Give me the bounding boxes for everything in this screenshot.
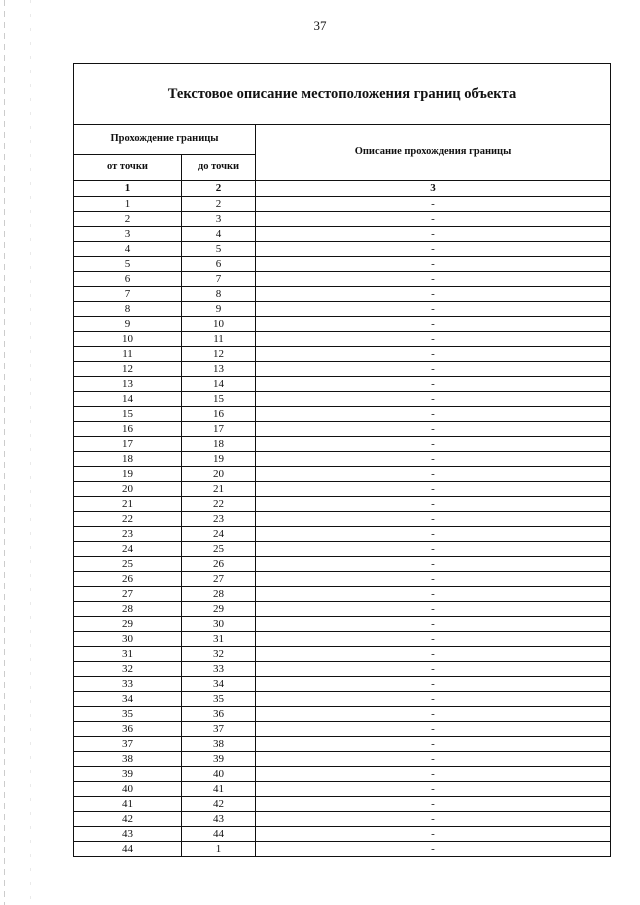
description-cell: - [256, 497, 611, 512]
scan-edge-artifact [4, 0, 5, 905]
description-cell: - [256, 542, 611, 557]
table-row [74, 557, 611, 572]
to-point-cell: 2 [182, 197, 256, 212]
to-point-cell: 21 [182, 482, 256, 497]
from-point-cell: 34 [74, 692, 182, 707]
to-point-cell: 37 [182, 722, 256, 737]
from-point-cell: 36 [74, 722, 182, 737]
to-point-cell: 5 [182, 242, 256, 257]
table-row [74, 212, 611, 227]
description-cell: - [256, 272, 611, 287]
from-point-cell: 19 [74, 467, 182, 482]
to-point-cell: 24 [182, 527, 256, 542]
table-row [74, 767, 611, 782]
from-point-cell: 16 [74, 422, 182, 437]
table-row [74, 752, 611, 767]
table-row [74, 677, 611, 692]
table-row [74, 362, 611, 377]
header-boundary-passage: Прохождение границы [74, 125, 256, 155]
description-cell: - [256, 842, 611, 857]
description-cell: - [256, 662, 611, 677]
description-cell: - [256, 572, 611, 587]
to-point-cell: 20 [182, 467, 256, 482]
table-row [74, 347, 611, 362]
to-point-cell: 35 [182, 692, 256, 707]
from-point-cell: 7 [74, 287, 182, 302]
from-point-cell: 3 [74, 227, 182, 242]
to-point-cell: 7 [182, 272, 256, 287]
from-point-cell: 1 [74, 197, 182, 212]
to-point-cell: 38 [182, 737, 256, 752]
from-point-cell: 32 [74, 662, 182, 677]
to-point-cell: 25 [182, 542, 256, 557]
table-row [74, 197, 611, 212]
to-point-cell: 4 [182, 227, 256, 242]
to-point-cell: 33 [182, 662, 256, 677]
from-point-cell: 28 [74, 602, 182, 617]
description-cell: - [256, 317, 611, 332]
from-point-cell: 22 [74, 512, 182, 527]
table-row [74, 437, 611, 452]
table-row [74, 302, 611, 317]
table-row [74, 392, 611, 407]
description-cell: - [256, 647, 611, 662]
from-point-cell: 31 [74, 647, 182, 662]
description-cell: - [256, 332, 611, 347]
from-point-cell: 43 [74, 827, 182, 842]
description-cell: - [256, 707, 611, 722]
table-row [74, 272, 611, 287]
to-point-cell: 18 [182, 437, 256, 452]
from-point-cell: 14 [74, 392, 182, 407]
description-cell: - [256, 617, 611, 632]
from-point-cell: 38 [74, 752, 182, 767]
to-point-cell: 17 [182, 422, 256, 437]
table-row [74, 527, 611, 542]
to-point-cell: 19 [182, 452, 256, 467]
from-point-cell: 23 [74, 527, 182, 542]
header-from-point: от точки [74, 155, 182, 181]
from-point-cell: 10 [74, 332, 182, 347]
description-cell: - [256, 482, 611, 497]
description-cell: - [256, 467, 611, 482]
table-row [74, 482, 611, 497]
description-cell: - [256, 722, 611, 737]
table-row [74, 542, 611, 557]
from-point-cell: 17 [74, 437, 182, 452]
table-row [74, 317, 611, 332]
description-cell: - [256, 752, 611, 767]
description-cell: - [256, 452, 611, 467]
from-point-cell: 27 [74, 587, 182, 602]
from-point-cell: 39 [74, 767, 182, 782]
from-point-cell: 37 [74, 737, 182, 752]
table-row [74, 707, 611, 722]
table-title: Текстовое описание местоположения границ объекта [74, 64, 611, 125]
from-point-cell: 4 [74, 242, 182, 257]
table-row [74, 632, 611, 647]
description-cell: - [256, 602, 611, 617]
column-number-row [74, 181, 611, 197]
from-point-cell: 15 [74, 407, 182, 422]
to-point-cell: 27 [182, 572, 256, 587]
from-point-cell: 33 [74, 677, 182, 692]
to-point-cell: 44 [182, 827, 256, 842]
from-point-cell: 30 [74, 632, 182, 647]
description-cell: - [256, 437, 611, 452]
boundary-description-table [73, 63, 611, 857]
page-number: 37 [313, 18, 327, 33]
table-row [74, 452, 611, 467]
description-cell: - [256, 362, 611, 377]
to-point-cell: 12 [182, 347, 256, 362]
table-row [74, 662, 611, 677]
description-cell: - [256, 632, 611, 647]
table-row [74, 227, 611, 242]
description-cell: - [256, 557, 611, 572]
to-point-cell: 31 [182, 632, 256, 647]
description-cell: - [256, 767, 611, 782]
from-point-cell: 5 [74, 257, 182, 272]
table-row [74, 377, 611, 392]
description-cell: - [256, 257, 611, 272]
to-point-cell: 8 [182, 287, 256, 302]
description-cell: - [256, 242, 611, 257]
description-cell: - [256, 692, 611, 707]
from-point-cell: 9 [74, 317, 182, 332]
description-cell: - [256, 812, 611, 827]
table-row [74, 692, 611, 707]
table-row [74, 617, 611, 632]
to-point-cell: 43 [182, 812, 256, 827]
table-row [74, 422, 611, 437]
to-point-cell: 40 [182, 767, 256, 782]
to-point-cell: 34 [182, 677, 256, 692]
to-point-cell: 16 [182, 407, 256, 422]
to-point-cell: 28 [182, 587, 256, 602]
from-point-cell: 26 [74, 572, 182, 587]
to-point-cell: 13 [182, 362, 256, 377]
to-point-cell: 11 [182, 332, 256, 347]
table-row [74, 257, 611, 272]
to-point-cell: 9 [182, 302, 256, 317]
to-point-cell: 15 [182, 392, 256, 407]
description-cell: - [256, 347, 611, 362]
to-point-cell: 22 [182, 497, 256, 512]
description-cell: - [256, 392, 611, 407]
table-row [74, 827, 611, 842]
table-row [74, 572, 611, 587]
from-point-cell: 40 [74, 782, 182, 797]
table-row [74, 737, 611, 752]
from-point-cell: 20 [74, 482, 182, 497]
description-cell: - [256, 797, 611, 812]
column-number: 3 [256, 181, 611, 197]
to-point-cell: 6 [182, 257, 256, 272]
description-cell: - [256, 527, 611, 542]
table-row [74, 332, 611, 347]
from-point-cell: 41 [74, 797, 182, 812]
description-cell: - [256, 827, 611, 842]
to-point-cell: 29 [182, 602, 256, 617]
description-cell: - [256, 302, 611, 317]
to-point-cell: 41 [182, 782, 256, 797]
table-row [74, 812, 611, 827]
header-to-point: до точки [182, 155, 256, 181]
table-row [74, 602, 611, 617]
to-point-cell: 30 [182, 617, 256, 632]
table-row [74, 512, 611, 527]
scan-edge-artifact [30, 0, 31, 905]
table-row [74, 782, 611, 797]
from-point-cell: 18 [74, 452, 182, 467]
description-cell: - [256, 677, 611, 692]
table-row [74, 287, 611, 302]
to-point-cell: 3 [182, 212, 256, 227]
description-cell: - [256, 512, 611, 527]
from-point-cell: 25 [74, 557, 182, 572]
table-row [74, 497, 611, 512]
from-point-cell: 13 [74, 377, 182, 392]
from-point-cell: 35 [74, 707, 182, 722]
from-point-cell: 8 [74, 302, 182, 317]
to-point-cell: 14 [182, 377, 256, 392]
description-cell: - [256, 587, 611, 602]
from-point-cell: 6 [74, 272, 182, 287]
description-cell: - [256, 212, 611, 227]
table-row [74, 842, 611, 857]
table-row [74, 242, 611, 257]
table-row [74, 722, 611, 737]
to-point-cell: 26 [182, 557, 256, 572]
description-cell: - [256, 407, 611, 422]
description-cell: - [256, 782, 611, 797]
to-point-cell: 36 [182, 707, 256, 722]
table-row [74, 407, 611, 422]
from-point-cell: 24 [74, 542, 182, 557]
table-row [74, 647, 611, 662]
header-description: Описание прохождения границы [256, 125, 611, 181]
description-cell: - [256, 422, 611, 437]
from-point-cell: 2 [74, 212, 182, 227]
from-point-cell: 44 [74, 842, 182, 857]
table-row [74, 587, 611, 602]
column-number: 2 [182, 181, 256, 197]
description-cell: - [256, 737, 611, 752]
to-point-cell: 32 [182, 647, 256, 662]
to-point-cell: 10 [182, 317, 256, 332]
table-row [74, 797, 611, 812]
to-point-cell: 39 [182, 752, 256, 767]
to-point-cell: 23 [182, 512, 256, 527]
description-cell: - [256, 197, 611, 212]
table-row [74, 467, 611, 482]
from-point-cell: 21 [74, 497, 182, 512]
to-point-cell: 1 [182, 842, 256, 857]
from-point-cell: 42 [74, 812, 182, 827]
description-cell: - [256, 287, 611, 302]
table-body [74, 197, 611, 857]
column-number: 1 [74, 181, 182, 197]
from-point-cell: 12 [74, 362, 182, 377]
from-point-cell: 29 [74, 617, 182, 632]
from-point-cell: 11 [74, 347, 182, 362]
description-cell: - [256, 377, 611, 392]
to-point-cell: 42 [182, 797, 256, 812]
description-cell: - [256, 227, 611, 242]
